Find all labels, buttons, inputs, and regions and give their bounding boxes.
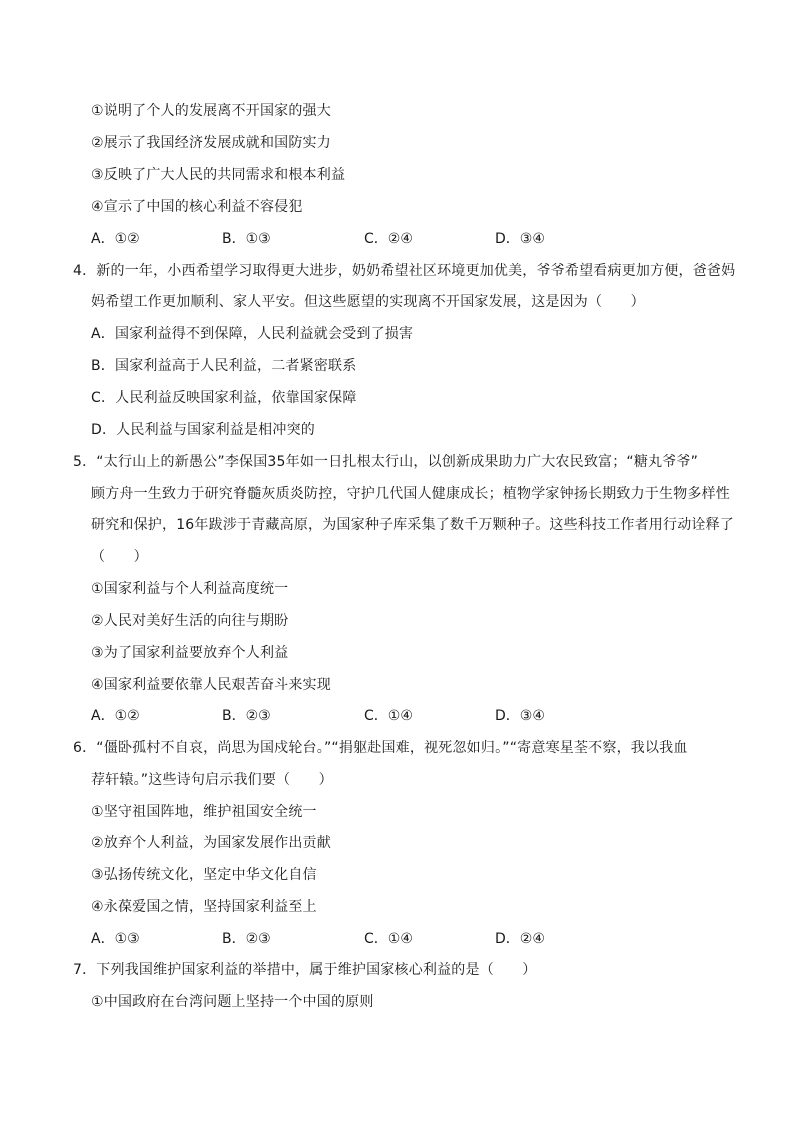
q3-statement-1: ①说明了个人的发展离不开国家的强大	[91, 103, 331, 119]
q5-option-c: C．①④	[364, 708, 413, 724]
q5-stem-line-4: （ ）	[91, 549, 148, 565]
q5-stem-line-1: 5．“太行山上的新愚公”李保国35年如一日扎根太行山，以创新成果助力广大农民致富；“糖丸爷爷”	[73, 454, 699, 470]
q5-option-d: D．③④	[495, 708, 545, 724]
q6-option-c: C．①④	[364, 931, 413, 947]
q5-statement-1: ①国家利益与个人利益高度统一	[91, 581, 289, 597]
q4-stem-line-1: 4．新的一年，小西希望学习取得更大进步，奶奶希望社区环境更加优美，爷爷希望看病更加方便，爸爸妈	[73, 263, 736, 279]
q4-stem-line-2: 妈希望工作更加顺利、家人平安。但这些愿望的实现离不开国家发展，这是因为（ ）	[91, 294, 645, 310]
q4-option-c: C．人民利益反映国家利益，依靠国家保障	[91, 390, 357, 406]
q6-option-a: A．①③	[91, 931, 140, 947]
q3-option-d: D．③④	[495, 231, 545, 247]
q5-statement-4: ④国家利益要依靠人民艰苦奋斗来实现	[91, 677, 331, 693]
q5-statement-2: ②人民对美好生活的向往与期盼	[91, 613, 289, 629]
q3-option-b: B．①③	[222, 231, 271, 247]
q6-option-d: D．②④	[495, 931, 545, 947]
q4-option-b: B．国家利益高于人民利益，二者紧密联系	[91, 358, 357, 374]
q3-option-c: C．②④	[364, 231, 413, 247]
q3-statement-4: ④宣示了中国的核心利益不容侵犯	[91, 199, 303, 215]
q5-stem-line-3: 研究和保护，16年跋涉于青藏高原，为国家种子库采集了数千万颗种子。这些科技工作者用行动诠释了	[91, 517, 735, 533]
q4-option-d: D．人民利益与国家利益是相冲突的	[91, 422, 315, 438]
q5-option-b: B．②③	[222, 708, 271, 724]
q5-stem-line-2: 顾方舟一生致力于研究脊髓灰质炎防控，守护几代国人健康成长；植物学家钟扬长期致力于生物多样性	[91, 486, 730, 502]
q6-statement-2: ②放弃个人利益，为国家发展作出贡献	[91, 835, 331, 851]
q3-statement-3: ③反映了广大人民的共同需求和根本利益	[91, 167, 346, 183]
q5-statement-3: ③为了国家利益要放弃个人利益	[91, 645, 289, 661]
q6-option-b: B．②③	[222, 931, 271, 947]
q7-statement-1: ①中国政府在台湾问题上坚持一个中国的原则	[91, 994, 374, 1010]
q3-statement-2: ②展示了我国经济发展成就和国防实力	[91, 135, 331, 151]
q3-option-a: A．①②	[91, 231, 140, 247]
q6-stem-line-2: 荐轩辕。”这些诗句启示我们要（ ）	[91, 772, 333, 788]
q6-statement-3: ③弘扬传统文化，坚定中华文化自信	[91, 867, 317, 883]
q7-stem-line-1: 7．下列我国维护国家利益的举措中，属于维护国家核心利益的是（ ）	[73, 962, 537, 978]
q6-stem-line-1: 6．“僵卧孤村不自哀，尚思为国戍轮台。”“捐躯赴国难，视死忽如归。”“寄意寒星荃不察，我以我血	[73, 740, 688, 756]
q5-option-a: A．①②	[91, 708, 140, 724]
q6-statement-4: ④永葆爱国之情，坚持国家利益至上	[91, 899, 317, 915]
q4-option-a: A．国家利益得不到保障，人民利益就会受到了损害	[91, 326, 414, 342]
q6-statement-1: ①坚守祖国阵地，维护祖国安全统一	[91, 804, 317, 820]
